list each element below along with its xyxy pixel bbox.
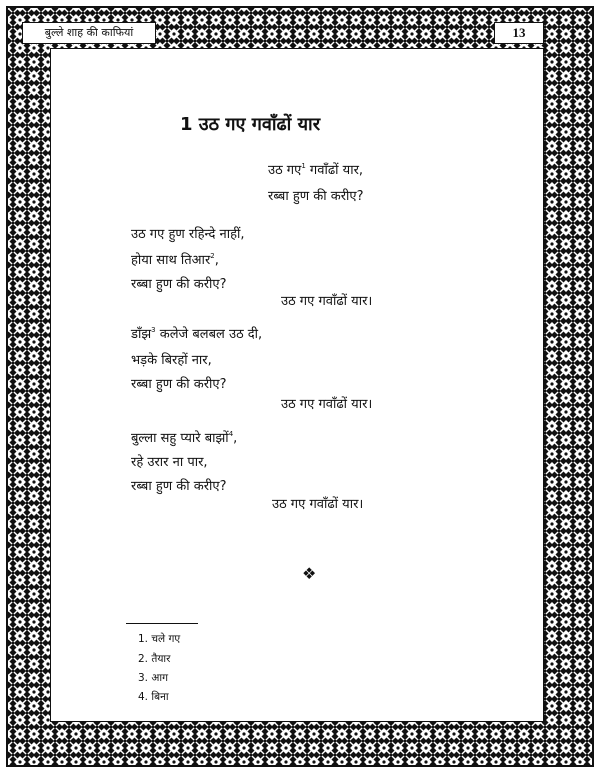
refrain-line: उठ गए गवाँढों यार। (272, 497, 364, 512)
verse-text: उठ गए (268, 163, 302, 178)
verse-line: रब्बा हुण की करीए? (268, 189, 364, 204)
footnote-marker: 2 (210, 252, 215, 260)
verse-text: होया साथ तिआर (131, 253, 211, 268)
ornament-icon: ❖ (302, 564, 317, 583)
verse-text: डाँझ (131, 327, 152, 342)
verse-text: बुल्ला सहु प्यारे बाझों (131, 431, 229, 446)
footnote-marker: 3 (151, 326, 156, 334)
footnote-divider (126, 623, 198, 624)
poem-title: 1 उठ गए गवाँढों यार (180, 114, 321, 135)
verse-text: कलेजे बलबल उठ दी, (155, 327, 263, 342)
verse-line (131, 324, 262, 342)
footnote-marker: 4 (228, 430, 234, 438)
footnote-item: 4. बिना (138, 691, 169, 703)
verse-line: उठ गए हुण रहिन्दे नाहीं, (131, 227, 245, 242)
verse-text: गवाँढों यार, (305, 163, 364, 178)
footnote-item: 1. चले गए (138, 633, 181, 645)
verse-text: , (233, 431, 238, 446)
page-number: 13 (494, 22, 544, 44)
verse-line (131, 250, 219, 268)
refrain-line: उठ गए गवाँढों यार। (281, 294, 373, 309)
content-panel (50, 48, 544, 722)
footnote-item: 2. तैयार (138, 653, 171, 665)
refrain-line: उठ गए गवाँढों यार। (281, 397, 373, 412)
verse-line (131, 428, 237, 446)
verse-line: रहे उरार ना पार, (131, 455, 208, 470)
verse-line: भड़के बिरहों नार, (131, 353, 212, 368)
verse-line: रब्बा हुण की करीए? (131, 277, 227, 292)
footnote-marker: 1 (301, 162, 306, 170)
footnote-item: 3. आग (138, 672, 168, 684)
verse-line: रब्बा हुण की करीए? (131, 479, 227, 494)
verse-text: , (214, 253, 219, 268)
running-header-title: बुल्ले शाह की काफियां (22, 22, 156, 44)
verse-line: रब्बा हुण की करीए? (131, 377, 227, 392)
verse-line (268, 160, 363, 178)
